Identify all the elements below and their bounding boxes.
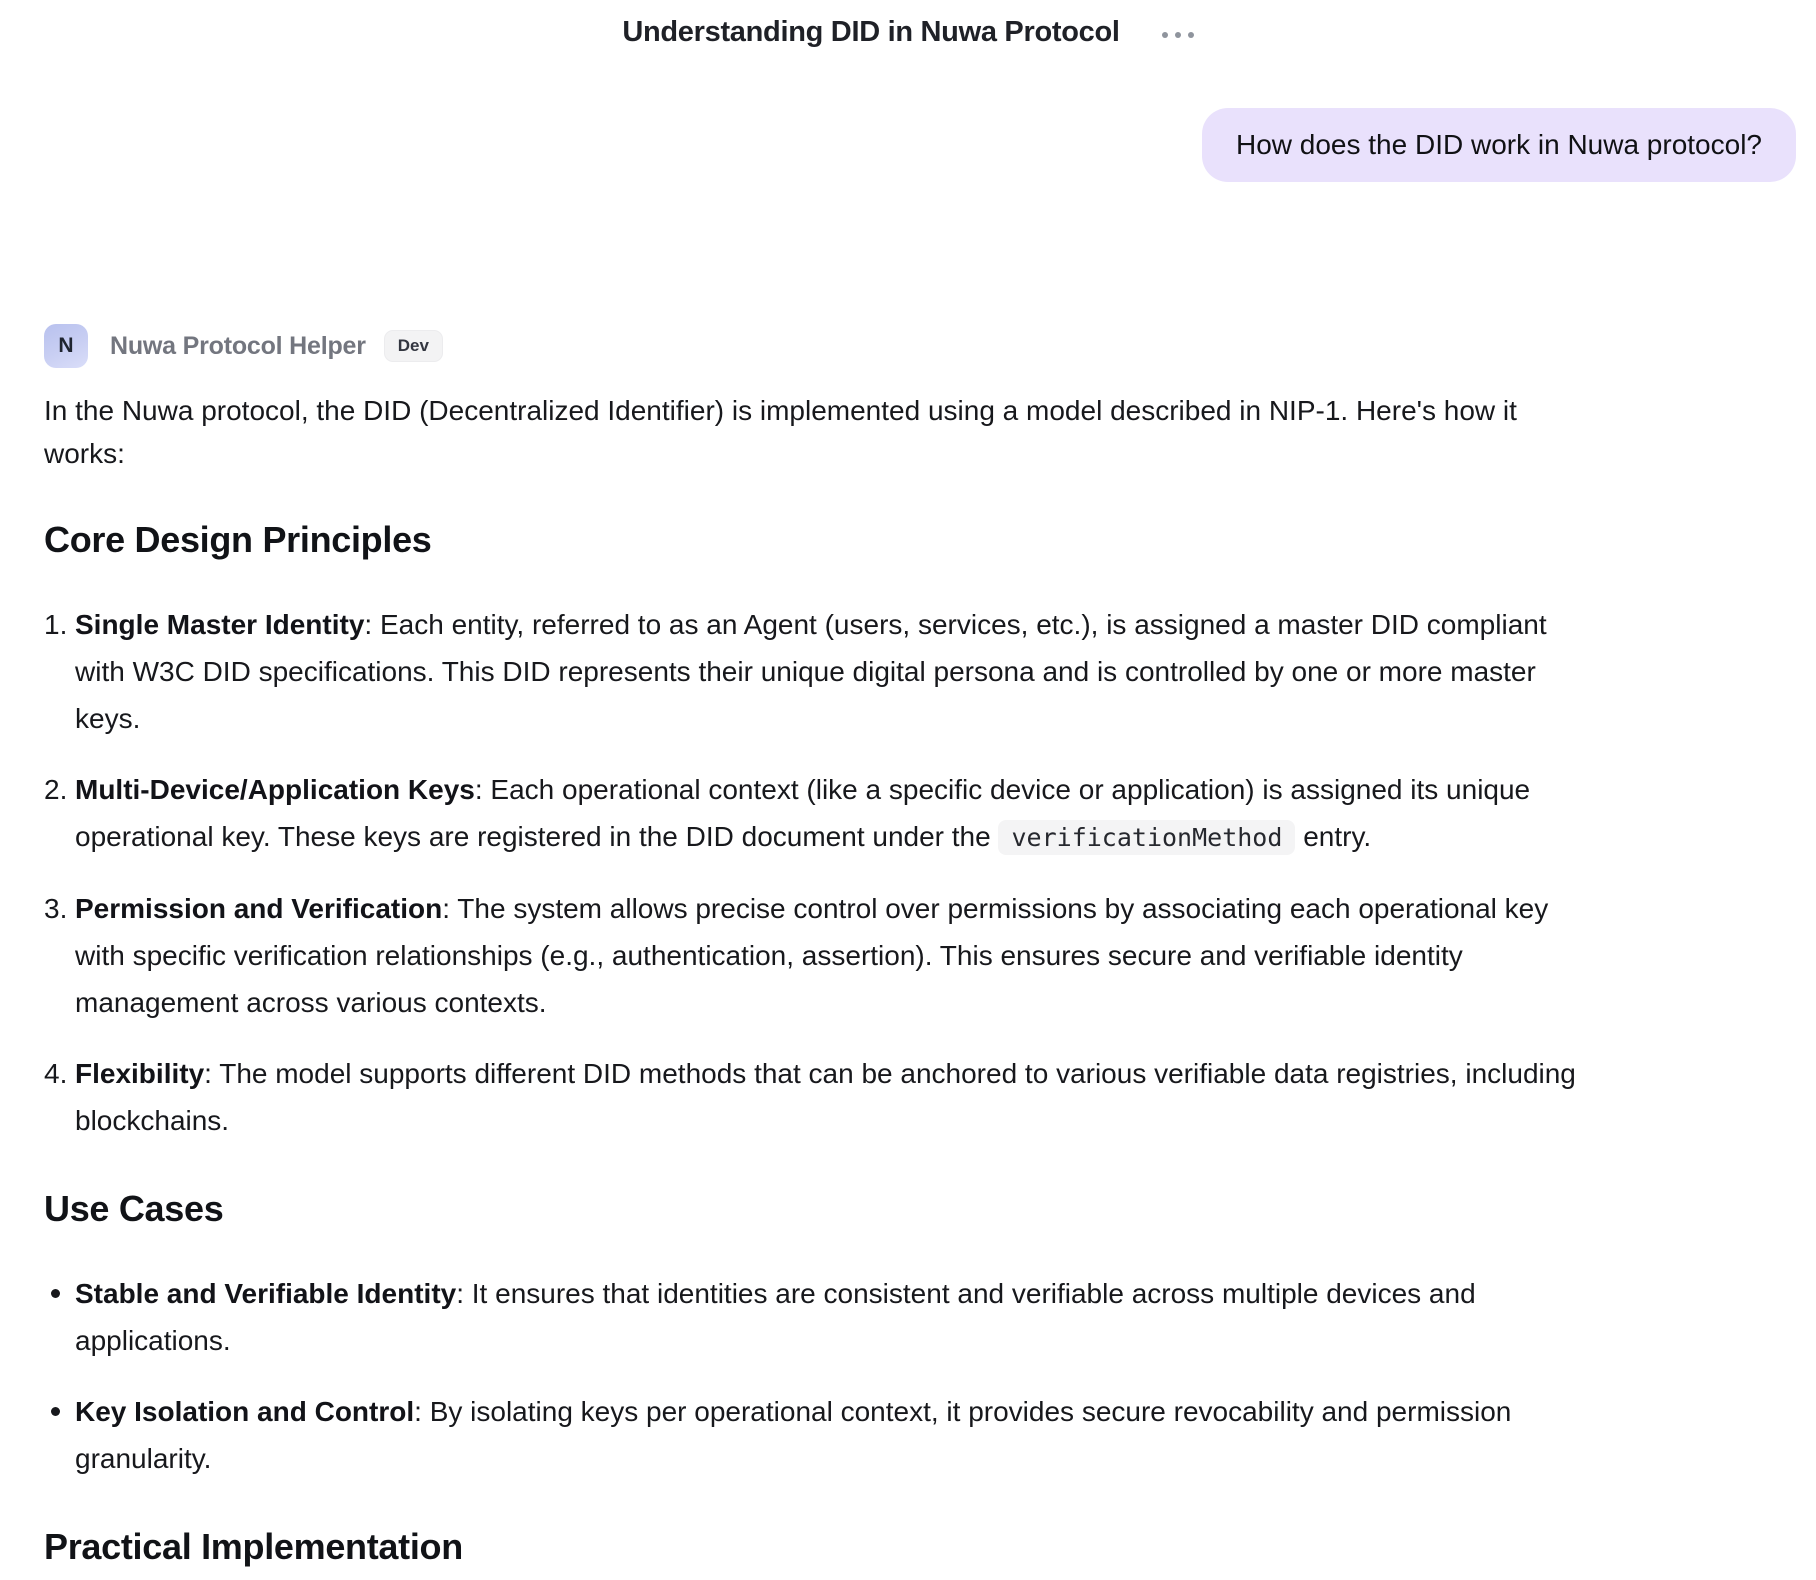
list-item-permission-and-verification <box>44 885 1604 1026</box>
bullet-icon <box>51 1407 60 1416</box>
section-heading-use-cases: Use Cases <box>44 1188 224 1229</box>
list-item-flexibility <box>44 1050 1604 1144</box>
list-number: 2. <box>44 774 68 805</box>
list-item-lead: Permission and Verification <box>75 893 443 924</box>
list-item-text: entry. <box>1295 821 1372 852</box>
list-item-text: : Each entity, referred to as an Agent (users, services, etc.), is assigned a master DID compliant with W3C DID specifications. This DID represents their unique digital persona and is controlled by one or more master keys. <box>75 609 1547 734</box>
dot <box>1175 32 1181 38</box>
list-item-text: : Each operational context (like a specific device or application) is assigned its unique operational key. These keys are registered in the DID document under the <box>75 774 1531 852</box>
dot <box>1188 32 1194 38</box>
list-number: 1. <box>44 609 68 640</box>
list-item-key-isolation-and-control <box>44 1388 1604 1482</box>
use-cases-list <box>44 1270 1604 1482</box>
list-item-lead: Single Master Identity <box>75 609 365 640</box>
list-item-lead: Stable and Verifiable Identity <box>75 1278 457 1309</box>
assistant-message <box>44 324 1604 1568</box>
assistant-response-body <box>44 389 1604 1568</box>
list-item-lead: Flexibility <box>75 1058 205 1089</box>
core-principles-list <box>44 601 1604 1144</box>
assistant-avatar: N <box>44 324 88 368</box>
bullet-icon <box>51 1289 60 1298</box>
list-item-text: : By isolating keys per operational context, it provides secure revocability and permission granularity. <box>75 1396 1512 1474</box>
section-heading-practical-implementation: Practical Implementation <box>44 1526 463 1567</box>
list-item-text: : The model supports different DID methods that can be anchored to various verifiable data registries, including blockchains. <box>75 1058 1576 1136</box>
more-options-icon[interactable] <box>1162 32 1194 38</box>
dev-badge: Dev <box>384 330 443 362</box>
conversation-title: Understanding DID in Nuwa Protocol <box>622 15 1120 48</box>
section-heading-core-design-principles: Core Design Principles <box>44 519 432 560</box>
dot <box>1162 32 1168 38</box>
assistant-name: Nuwa Protocol Helper <box>110 331 366 360</box>
list-item-single-master-identity <box>44 601 1604 742</box>
list-item-multi-device-application-keys <box>44 766 1604 861</box>
intro-paragraph: In the Nuwa protocol, the DID (Decentralized Identifier) is implemented using a model described in NIP-1. Here's how it works: <box>44 395 1517 469</box>
user-message-row <box>0 108 1816 182</box>
list-item-lead: Multi-Device/Application Keys <box>75 774 475 805</box>
list-item-stable-and-verifiable-identity <box>44 1270 1604 1364</box>
inline-code-verification-method: verificationMethod <box>998 820 1295 855</box>
list-item-text: : The system allows precise control over permissions by associating each operational key with specific verification relationships (e.g., authentication, assertion). This ensures secure and verifiable identity management across various contexts. <box>75 893 1549 1018</box>
list-item-lead: Key Isolation and Control <box>75 1396 415 1427</box>
assistant-header <box>44 324 1604 368</box>
list-number: 4. <box>44 1058 68 1089</box>
list-number: 3. <box>44 893 68 924</box>
user-message-bubble: How does the DID work in Nuwa protocol? <box>1202 108 1796 182</box>
chat-header <box>0 0 1816 52</box>
list-item-text: : It ensures that identities are consistent and verifiable across multiple devices and applications. <box>75 1278 1476 1356</box>
